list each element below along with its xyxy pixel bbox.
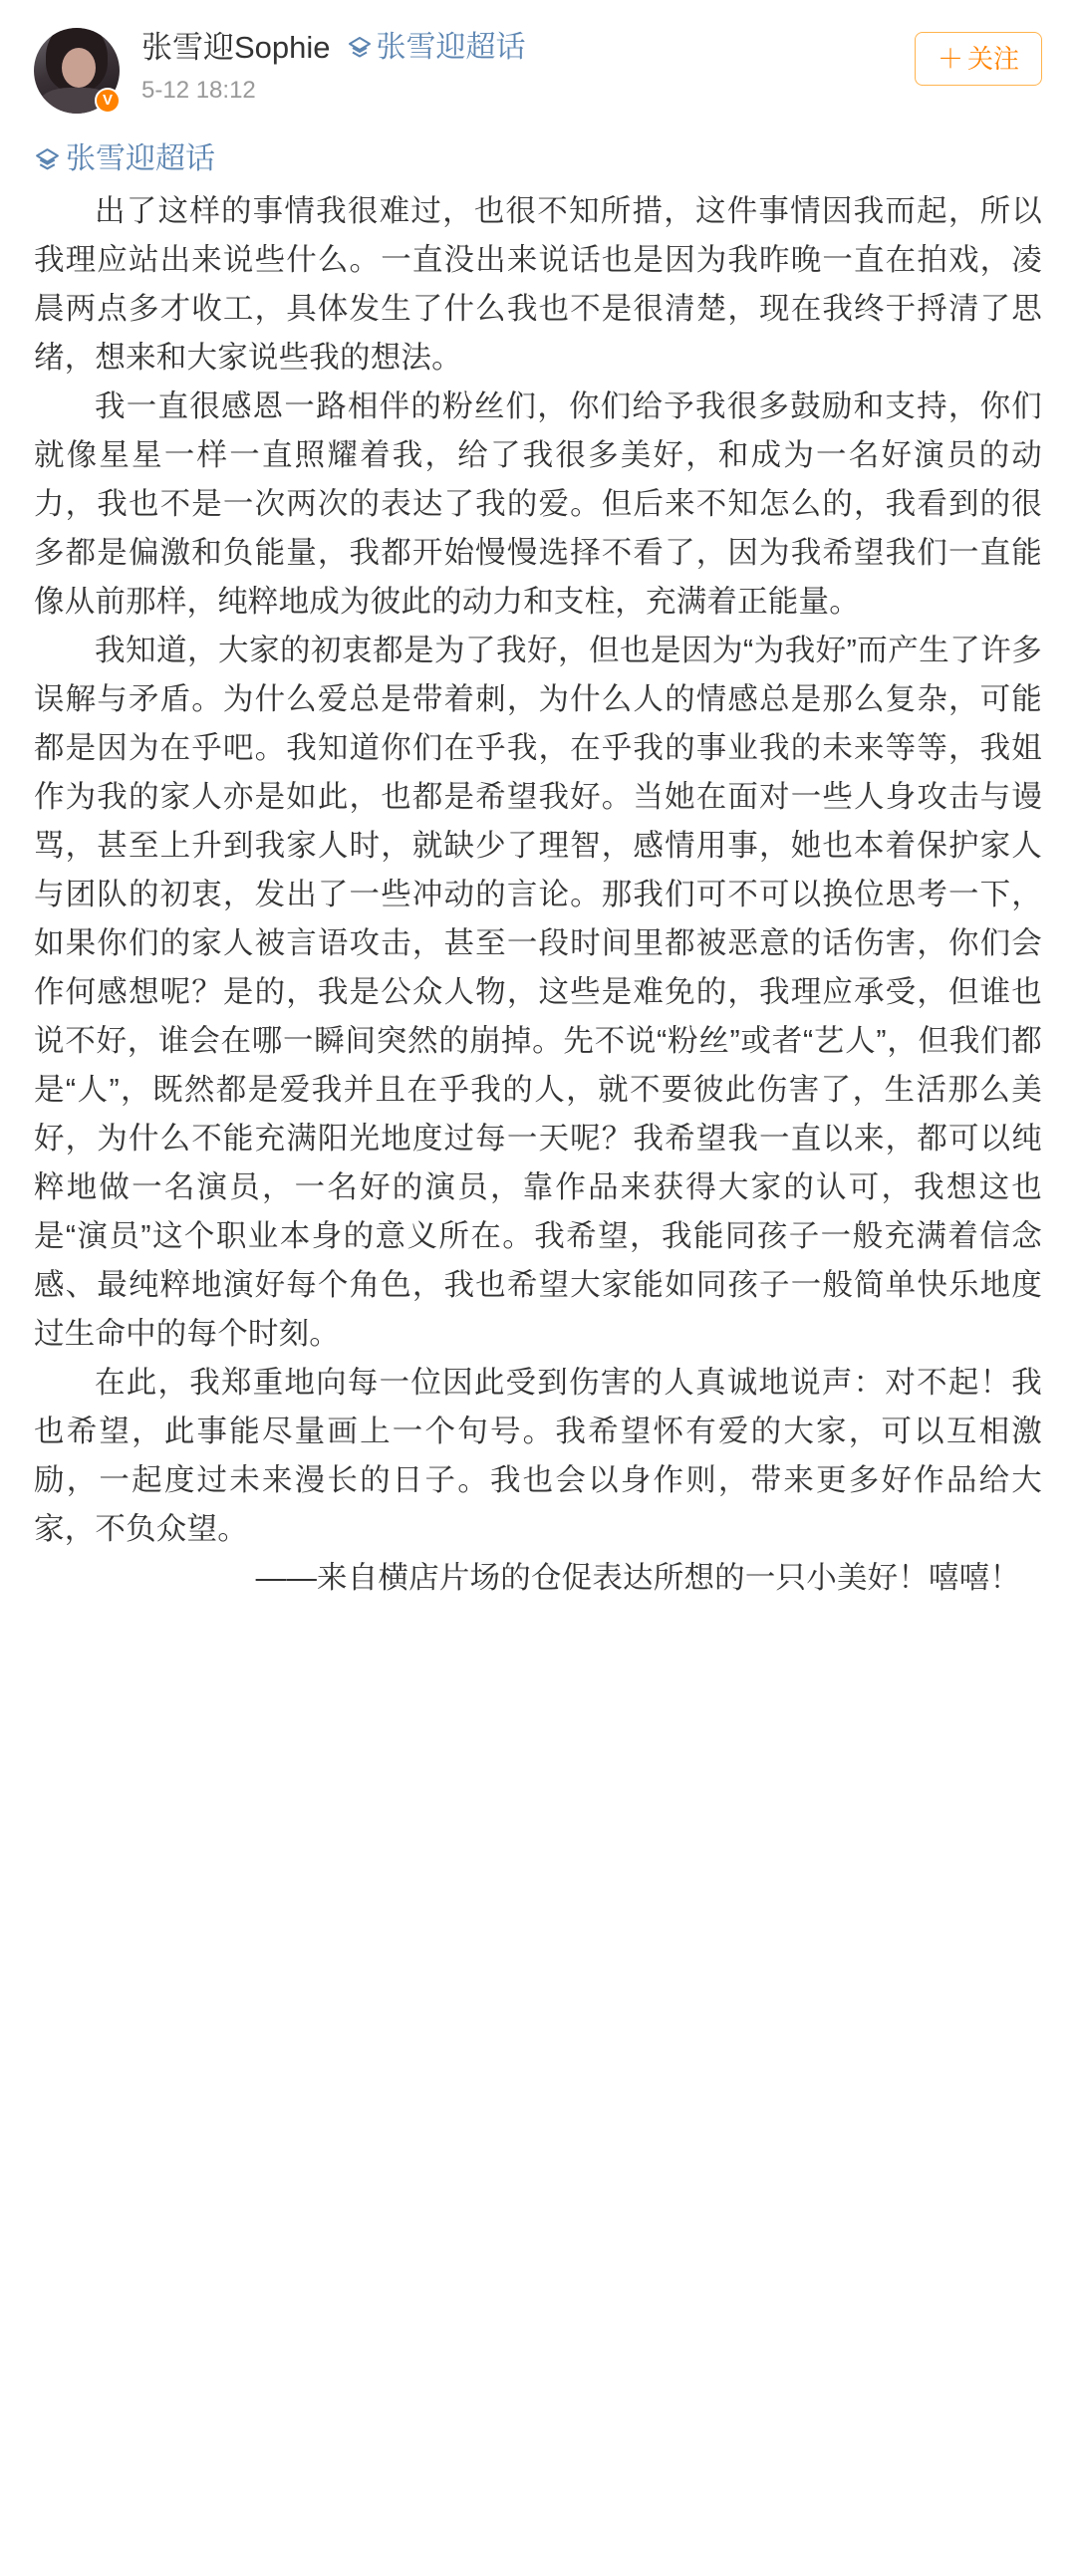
post-signature: ——来自横店片场的仓促表达所想的一只小美好！嘻嘻！ bbox=[255, 1561, 1021, 1595]
name-row bbox=[141, 28, 1042, 68]
topic-tag-label: 张雪迎超话 bbox=[66, 142, 215, 175]
supertopic-icon bbox=[34, 146, 61, 173]
post-timestamp: 5-12 18:12 bbox=[141, 77, 256, 104]
post-header bbox=[34, 26, 1042, 114]
verified-badge-icon: V bbox=[95, 88, 121, 114]
post-paragraph: 出了这样的事情我很难过，也很不知所措，这件事情因我而起，所以我理应站出来说些什么。一直没出来说话也是因为我昨晚一直在拍戏，凌晨两点多才收工，具体发生了什么我也不是很清楚，现在我终于捋清了思绪，想来和大家说些我的想法。 bbox=[34, 194, 1042, 375]
post-paragraph: 我一直很感恩一路相伴的粉丝们，你们给予我很多鼓励和支持，你们就像星星一样一直照耀着我，给了我很多美好，和成为一名好演员的动力，我也不是一次两次的表达了我的爱。但后来不知怎么的，我看到的很多都是偏激和负能量，我都开始慢慢选择不看了，因为我希望我们一直能像从前那样，纯粹地成为彼此的动力和支柱，充满着正能量。 bbox=[34, 389, 1042, 619]
supertopic-label: 张雪迎超话 bbox=[376, 31, 526, 64]
avatar-face bbox=[62, 48, 96, 88]
avatar[interactable] bbox=[34, 28, 120, 114]
post-paragraph: 在此，我郑重地向每一位因此受到伤害的人真诚地说声：对不起！我也希望，此事能尽量画上一个句号。我希望怀有爱的大家，可以互相激励，一起度过未来漫长的日子。我也会以身作则，带来更多好作品给大家，不负众望。 bbox=[34, 1366, 1042, 1546]
supertopic-icon bbox=[347, 35, 373, 61]
follow-button[interactable] bbox=[915, 32, 1042, 86]
follow-button-label: 关注 bbox=[966, 44, 1019, 74]
header-text-block bbox=[141, 26, 1042, 106]
topic-tag-link[interactable] bbox=[34, 139, 1042, 179]
author-name[interactable]: 张雪迎Sophie bbox=[141, 30, 331, 65]
plus-icon: ＋ bbox=[937, 44, 963, 74]
post-body bbox=[34, 187, 1042, 1603]
post-paragraph: 我知道，大家的初衷都是为了我好，但也是因为“为我好”而产生了许多误解与矛盾。为什么爱总是带着刺，为什么人的情感总是那么复杂，可能都是因为在乎吧。我知道你们在乎我，在乎我的事业我的未来等等，我姐作为我的家人亦是如此，也都是希望我好。当她在面对一些人身攻击与谩骂，甚至上升到我家人时，就缺少了理智，感情用事，她也本着保护家人与团队的初衷，发出了一些冲动的言论。那我们可不可以换位思考一下，如果你们的家人被言语攻击，甚至一段时间里都被恶意的话伤害，你们会作何感想呢？是的，我是公众人物，这些是难免的，我理应承受，但谁也说不好，谁会在哪一瞬间突然的崩掉。先不说“粉丝”或者“艺人”，但我们都是“人”，既然都是爱我并且在乎我的人，就不要彼此伤害了，生活那么美好，为什么不能充满阳光地度过每一天呢？我希望我一直以来，都可以纯粹地做一名演员，一名好的演员，靠作品来获得大家的认可，我想这也是“演员”这个职业本身的意义所在。我希望，我能同孩子一般充满着信念感、最纯粹地演好每个角色，我也希望大家能如同孩子一般简单快乐地度过生命中的每个时刻。 bbox=[34, 634, 1042, 1351]
supertopic-link[interactable] bbox=[347, 28, 526, 68]
